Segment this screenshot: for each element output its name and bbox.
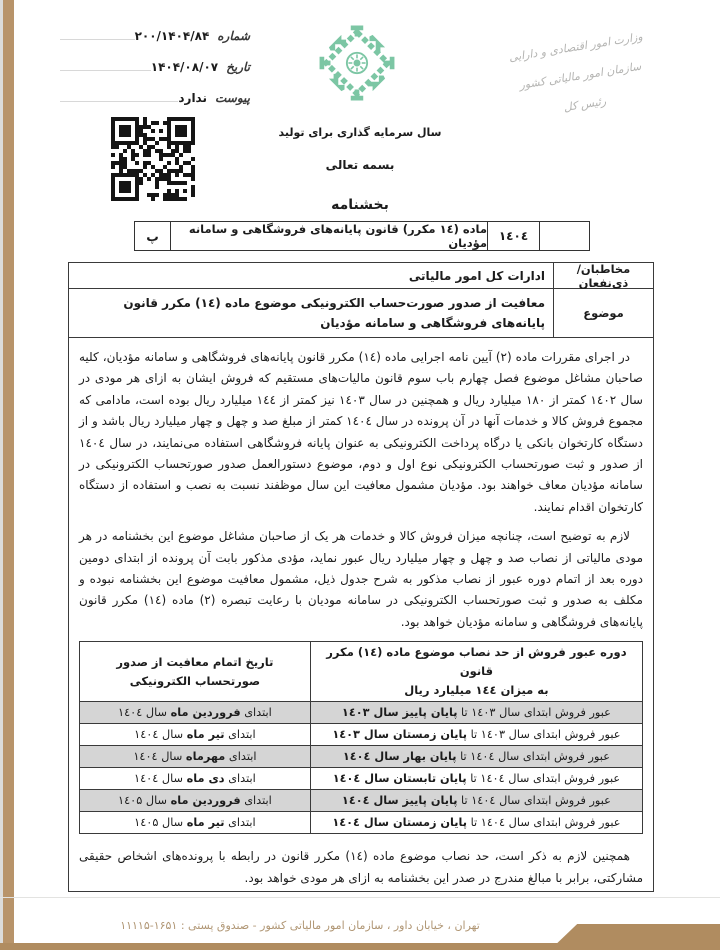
paragraph-2: لازم به توضیح است، چنانچه میزان فروش کالا و خدمات هر یک از صاحبان مشاغل موضوع این بخشنامه در هر مودی مالیاتی از نصاب صد و چهل و چهار میلیارد ریال عبور نماید، مؤدی مذکور بابت آن پرونده از ابتدای دومین دوره بعد از اتمام دوره عبور از نصاب مذکور به شرح جدول ذیل، مشمول معافیت موضوع این بخشنامه نبوده و مکلف به صدور و ثبت صورتحساب الکترونیکی در سامانه مودیان با رعایت تبصره (۲) ماده (۱٤) مکرر قانون پایانه‌های فروشگاهی و سامانه مؤدیان خواهد بود. (79, 529, 643, 629)
ref-cell-code: پ (146, 228, 159, 244)
period-cell: عبور فروش ابتدای سال ۱٤۰۳ تا پایان زمستان سال ۱٤۰۳ (310, 724, 642, 746)
end-date-cell: ابتدای فروردین ماه سال ۱٤۰٤ (80, 702, 311, 724)
leader-line (60, 101, 178, 102)
exemption-schedule-table (79, 641, 643, 834)
recipients-row (69, 263, 653, 289)
subject-label: موضوع (553, 289, 653, 337)
qr-code (111, 117, 197, 203)
period-cell: عبور فروش ابتدای سال ۱٤۰٤ تا پایان تابستان سال ۱٤۰٤ (310, 768, 642, 790)
period-cell: عبور فروش ابتدای سال ۱٤۰٤ تا پایان بهار سال ۱٤۰٤ (310, 746, 642, 768)
ref-cell-year: ۱٤۰٤ (487, 222, 539, 250)
date-value: ۱۴۰۴/۰۸/۰۷ (150, 60, 219, 74)
letter-attachment-row (58, 88, 250, 105)
letterhead-meta-block (58, 26, 250, 119)
reference-table (134, 221, 590, 251)
postal-code: ۱۱۱۱۵-۱۶۵۱ (120, 919, 178, 932)
table-row (80, 790, 643, 812)
letter-date-row (58, 57, 250, 74)
footer-address (70, 919, 530, 932)
end-date-cell: ابتدای دی ماه سال ۱٤۰٤ (80, 768, 311, 790)
bottom-right-corner-wedge (550, 924, 720, 950)
number-label: شماره (217, 29, 250, 43)
table-header-row (80, 642, 643, 702)
date-label: تاریخ (226, 60, 250, 74)
leader-line (60, 70, 151, 71)
letter-body (69, 338, 653, 889)
table-row (80, 746, 643, 768)
letter-number-row (58, 26, 250, 43)
end-date-cell: ابتدای تیر ماه سال ۱٤۰٤ (80, 724, 311, 746)
paragraph-3: همچنین لازم به ذکر است، حد نصاب موضوع ماده (۱٤) مکرر قانون در رابطه با پرونده‌های اشخاص حقیقی مشارکتی، برابر با مبالغ مندرج در صدر این بخشنامه به ازای هر مودی خواهد بود. (79, 849, 643, 885)
tax-administration-logo-icon (318, 24, 396, 102)
ministry-signature-block (455, 14, 706, 137)
recipients-value: ادارات کل امور مالیاتی (408, 268, 545, 283)
footer-separator-line (0, 897, 720, 898)
ministry-name: وزارت امور اقتصادی و دارایی (507, 30, 644, 65)
ref-cell-empty (539, 222, 589, 250)
table-row (80, 702, 643, 724)
header-end-line2: صورتحساب الکترونیکی (129, 673, 261, 688)
leader-line (60, 39, 135, 40)
table-row (80, 724, 643, 746)
attachment-value: ندارد (178, 91, 207, 105)
paragraph-1: در اجرای مقررات ماده (۲) آیین نامه اجرایی ماده (۱٤) مکرر قانون پایانه‌های فروشگاهی و سامانه مؤدیان، کلیه صاحبان مشاغل موضوع فصل چهارم باب سوم قانون مالیات‌های مستقیم که فروش ایشان به ازای هر مودی در سال ۱٤۰۲ کمتر از ۱۸۰ میلیارد ریال و همچنین در سال ۱٤۰۳ نیز کمتر از ۱٤٤ میلیارد ریال بوده است، مادامی که مجموع فروش کالا و خدمات آنها در آن پرونده در سال ۱٤۰٤ کمتر از مبلغ صد و چهل و چهار میلیارد ریال باشد و از دستگاه کارتخوان بانکی یا درگاه پرداخت الکترونیکی به عنوان پایانه فروشگاهی استفاده می‌نمایند، در سال ۱٤۰٤ از صدور و ثبت صورتحساب الکترونیکی نوع اول و دوم، موضوع دستورالعمل صدور صورتحساب الکترونیکی در سامانه مؤدیان معاف خواهند بود. مؤدیان مشمول معافیت این سال موظفند نسبت به نصب و استفاده از دستگاه کارتخوان اقدام نمایند. (79, 350, 643, 514)
tax-organization-name: سازمان امور مالیاتی کشور (518, 59, 643, 92)
table-header-end-date (80, 642, 311, 702)
left-border-strip (3, 0, 14, 950)
table-row (80, 812, 643, 834)
circular-content-box (68, 262, 654, 892)
subject-row (69, 289, 653, 338)
year-slogan-text: سال سرمایه گذاری برای تولید (278, 126, 442, 139)
circular-heading: بخشنامه (331, 197, 389, 213)
address-text: تهران ، خیابان داور ، سازمان امور مالیاتی کشور - صندوق پستی : (180, 919, 480, 932)
end-date-cell: ابتدای فروردین ماه سال ۱٤۰۵ (80, 790, 311, 812)
ref-cell-subject: ماده (۱٤ مکرر) قانون پایانه‌های فروشگاهی و سامانه مؤدیان (170, 222, 487, 250)
director-general-title: رئیس کل (562, 94, 607, 115)
header-end-line1: تاریخ اتمام معافیت از صدور (116, 654, 274, 669)
table-header-period (310, 642, 642, 702)
header-period-line2: به میزان ۱٤٤ میلیارد ریال (404, 683, 549, 698)
bismillah-text: بسمه تعالی (325, 158, 395, 172)
period-cell: عبور فروش ابتدای سال ۱٤۰۳ تا پایان پاییز سال ۱٤۰۳ (310, 702, 642, 724)
recipients-label: مخاطبان/ذی‌نفعان (553, 263, 653, 288)
end-date-cell: ابتدای مهرماه سال ۱٤۰٤ (80, 746, 311, 768)
table-row (80, 768, 643, 790)
subject-value: معافیت از صدور صورت‌حساب الکترونیکی موضوع ماده (۱٤) مکرر قانون پایانه‌های فروشگاهی و سامانه مؤدیان (123, 296, 545, 330)
period-cell: عبور فروش ابتدای سال ۱٤۰٤ تا پایان پاییز سال ۱٤۰٤ (310, 790, 642, 812)
period-cell: عبور فروش ابتدای سال ۱٤۰٤ تا پایان زمستان سال ۱٤۰٤ (310, 812, 642, 834)
header-period-line1: دوره عبور فروش از حد نصاب موضوع ماده (۱٤) مکرر قانون (326, 645, 627, 679)
number-value: ۲۰۰/۱۴۰۴/۸۴ (134, 29, 210, 43)
end-date-cell: ابتدای تیر ماه سال ۱٤۰۵ (80, 812, 311, 834)
attachment-label: پیوست (215, 91, 250, 105)
